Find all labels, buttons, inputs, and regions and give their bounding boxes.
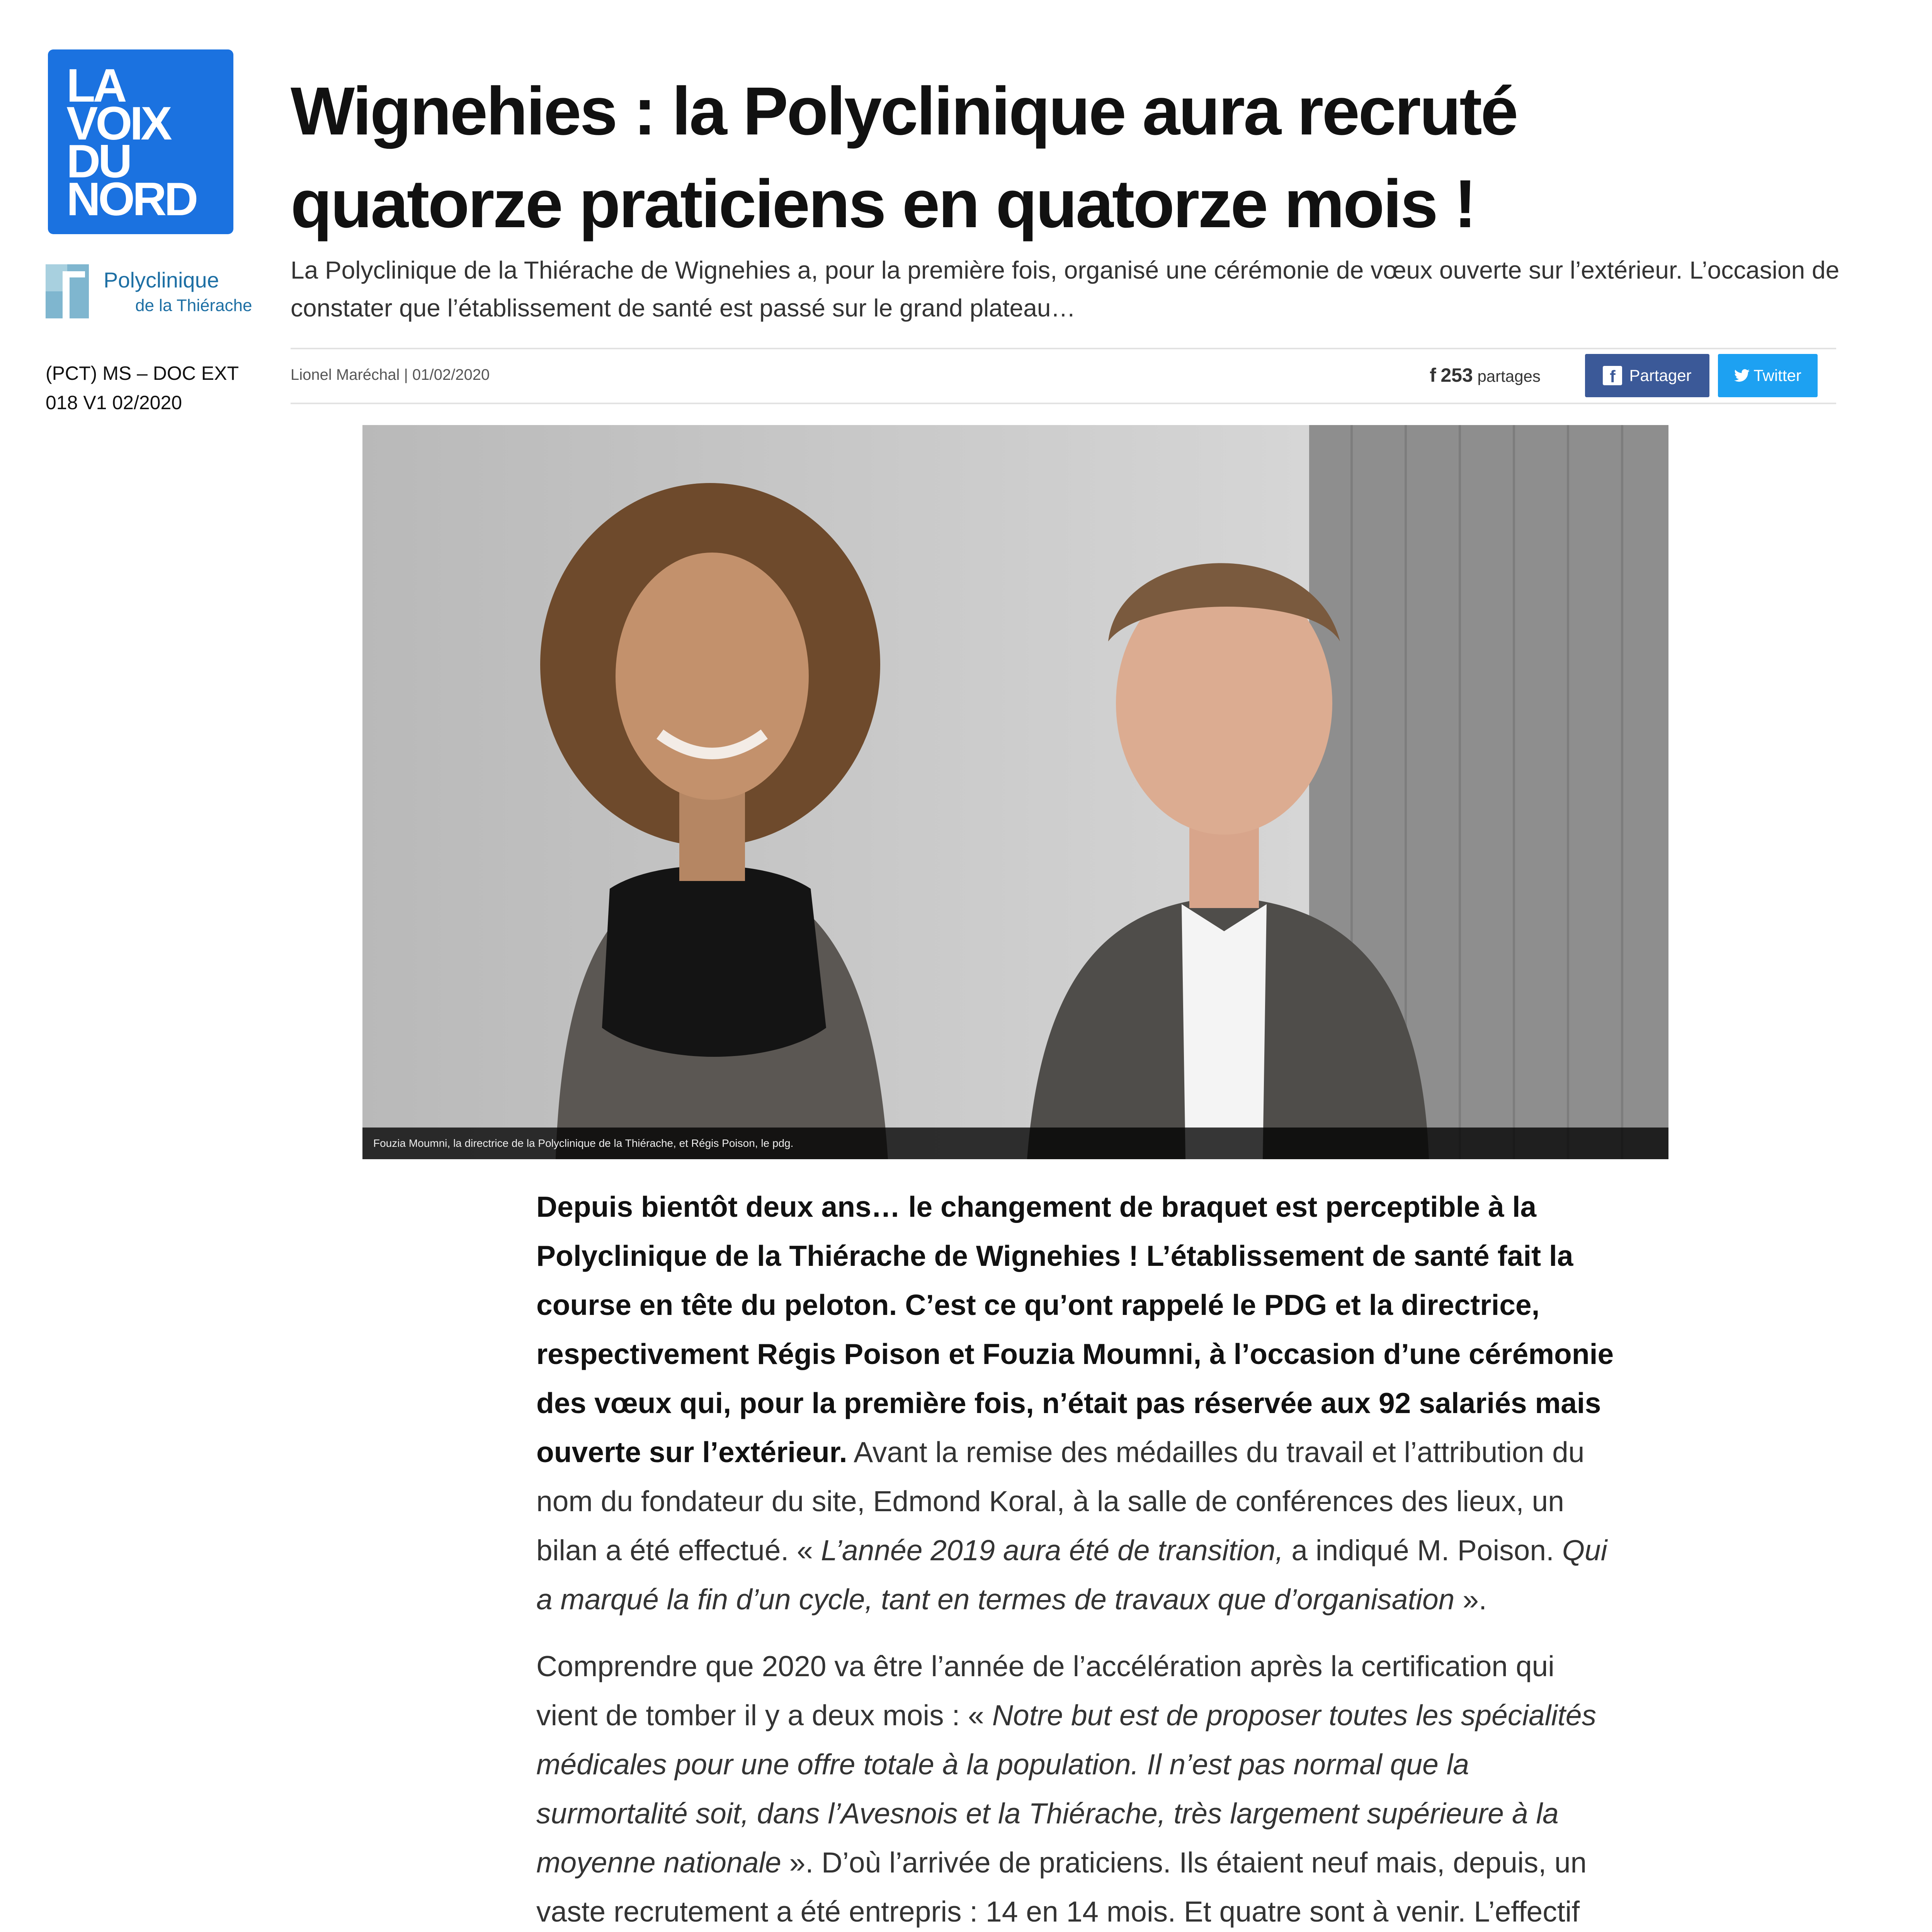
clinic-subtitle: de la Thiérache <box>135 296 252 315</box>
logo-line-3: DU <box>66 135 130 187</box>
article-photo <box>362 425 1668 1159</box>
text-run: ». <box>1454 1583 1487 1616</box>
share-count <box>1430 364 1541 386</box>
share-twitter-label: Twitter <box>1753 366 1801 384</box>
meta-divider-top <box>291 348 1836 349</box>
facebook-small-icon: f <box>1430 364 1436 386</box>
article-body <box>536 1182 1614 1932</box>
photo-illustration <box>362 425 1668 1159</box>
text-run: ». D’où l’arrivée de praticiens. Ils étaient neuf mais, depuis, un vaste recrutement a été entrepris : 14 en 14 mois. Et quatre sont à venir. L’effectif <box>536 1846 1587 1928</box>
logo-line-1: LA <box>66 59 125 112</box>
photo-caption: Fouzia Moumni, la directrice de la Polyclinique de la Thiérache, et Régis Poison, le pdg. <box>362 1128 1668 1159</box>
paragraph-2 <box>536 1642 1614 1932</box>
text-run: Comprendre que 2020 va être l’année de l’accélération après la certification qui vient de tomber il y a deux mois : « <box>536 1650 1554 1731</box>
logo-line-2: VOIX <box>66 97 170 150</box>
share-facebook-label: Partager <box>1629 366 1692 384</box>
quote-run: Notre but est de proposer toutes les spécialités médicales pour une offre totale à la population. Il n’est pas normal que la surmortalité soit, dans l’Avesnois et la Thiérache, très largement supérieure à la moyenne nationale <box>536 1699 1597 1879</box>
byline: Lionel Maréchal | 01/02/2020 <box>291 366 490 383</box>
clinic-mark-icon <box>46 264 89 318</box>
share-count-label: partages <box>1477 367 1541 385</box>
quote-run: Qui a marqué la fin d’un cycle, tant en termes de travaux que d’organisation <box>536 1534 1607 1616</box>
newspaper-logo <box>48 49 233 234</box>
paragraph-1 <box>536 1182 1614 1624</box>
clinic-logo <box>46 264 262 322</box>
text-run: a indiqué M. Poison. <box>1283 1534 1562 1566</box>
share-facebook-button[interactable] <box>1585 354 1709 397</box>
logo-line-4: NORD <box>66 173 196 225</box>
twitter-bird-icon <box>1734 369 1750 382</box>
share-twitter-button[interactable] <box>1718 354 1818 397</box>
document-reference: (PCT) MS – DOC EXT 018 V1 02/2020 <box>46 362 239 413</box>
meta-divider-bottom <box>291 403 1836 404</box>
clinic-name: Polyclinique <box>104 268 219 292</box>
article-headline: Wignehies : la Polyclinique aura recruté quatorze praticiens en quatorze mois ! <box>291 73 1517 242</box>
share-count-value: 253 <box>1440 364 1473 386</box>
facebook-icon: f <box>1603 366 1622 385</box>
article-lede: La Polyclinique de la Thiérache de Wignehies a, pour la première fois, organisé une cérémonie de vœux ouverte sur l’extérieur. L’occasion de constater que l’établissement de santé est passé sur le grand plateau… <box>291 256 1840 322</box>
text-run: Avant la remise des médailles du travail et l’attribution du nom du fondateur du site, Edmond Koral, à la salle de conférences des lieux, un bilan a été effectué. « <box>536 1436 1585 1566</box>
paragraph-1-intro: Depuis bientôt deux ans… le changement de braquet est perceptible à la Polyclinique de la Thiérache de Wignehies ! L’établissement de santé fait la course en tête du peloton. C’est ce qu’ont rappelé le PDG et la directrice, respectivement Régis Poison et Fouzia Moumni, à l’occasion d’une cérémonie des vœux qui, pour la première fois, n’était pas réservée aux 92 salariés mais ouverte sur l’extérieur. <box>536 1190 1614 1468</box>
quote-run: L’année 2019 aura été de transition, <box>821 1534 1284 1566</box>
